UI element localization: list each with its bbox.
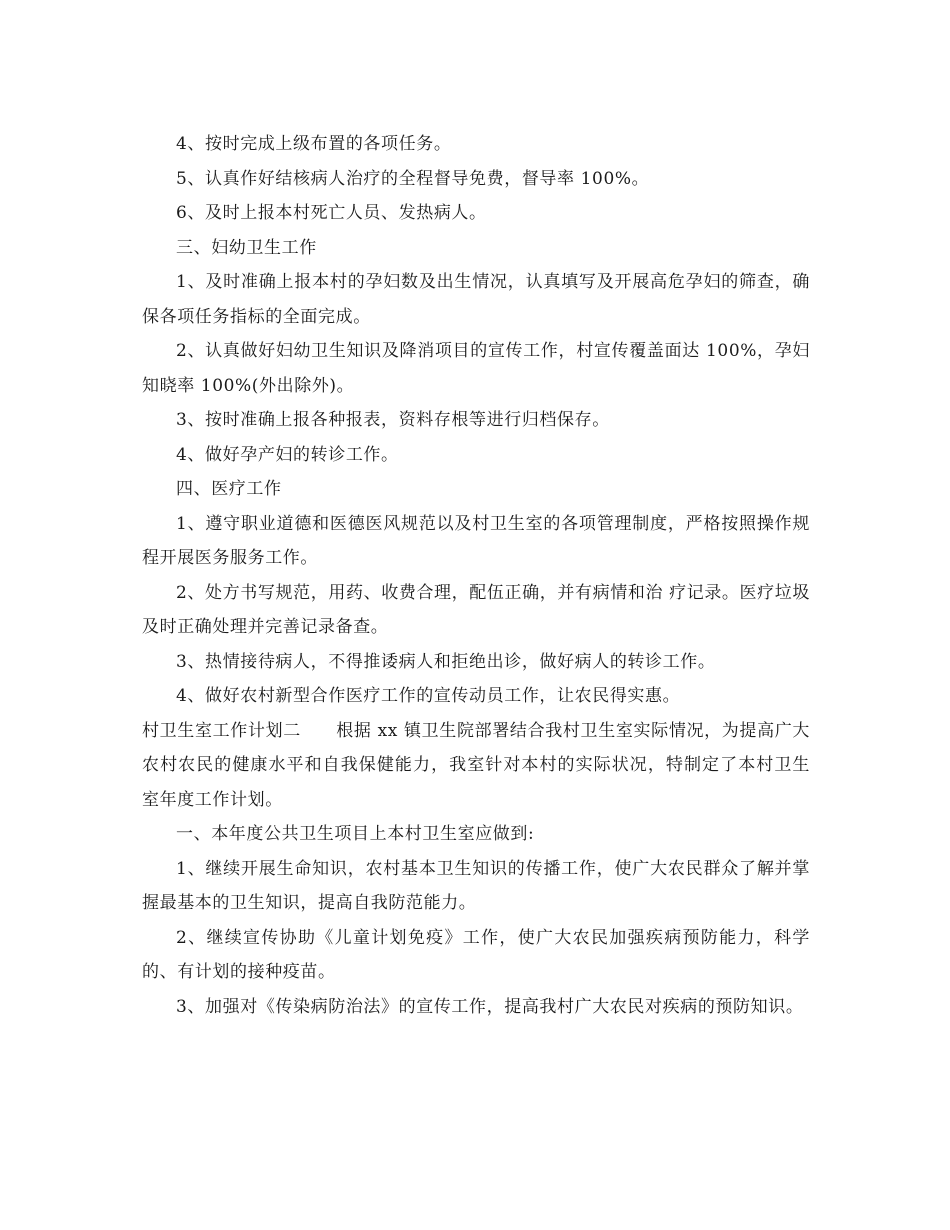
section-heading-maternal-child: 三、妇幼卫生工作 xyxy=(176,237,317,258)
paragraph-maternal-4: 4、做好孕产妇的转诊工作。 xyxy=(176,444,399,465)
document-body xyxy=(142,127,810,1024)
paragraph-maternal-1: 1、及时准确上报本村的孕妇数及出生情况，认真填写及开展高危孕妇的筛查，确保各项任务指标的全面完成。 xyxy=(142,272,810,327)
paragraph-maternal-3: 3、按时准确上报各种报表，资料存根等进行归档保存。 xyxy=(176,410,610,430)
paragraph-task-5: 5、认真作好结核病人治疗的全程督导免费，督导率 100%。 xyxy=(176,168,650,189)
section-heading-public-health: 一、本年度公共卫生项目上本村卫生室应做到: xyxy=(176,824,535,844)
paragraph-task-4: 4、按时完成上级布置的各项任务。 xyxy=(176,134,452,154)
paragraph-task-6: 6、及时上报本村死亡人员、发热病人。 xyxy=(176,203,487,223)
paragraph-maternal-2: 2、认真做好妇幼卫生知识及降消项目的宣传工作，村宣传覆盖面达 100%，孕妇知晓率 100%(外出除外)。 xyxy=(142,341,810,396)
paragraph-public-health-2: 2、继续宣传协助《儿童计划免疫》工作，使广大农民加强疾病预防能力，科学的、有计划的接种疫苗。 xyxy=(142,927,810,982)
paragraph-medical-1: 1、遵守职业道德和医德医风规范以及村卫生室的各项管理制度，严格按照操作规程开展医务服务工作。 xyxy=(142,513,810,568)
paragraph-medical-2: 2、处方书写规范，用药、收费合理，配伍正确，并有病情和治 疗记录。医疗垃圾及时正确处理并完善记录备查。 xyxy=(142,582,810,637)
section-heading-medical: 四、医疗工作 xyxy=(176,479,282,499)
paragraph-public-health-1: 1、继续开展生命知识，农村基本卫生知识的传播工作，使广大农民群众了解并掌握最基本的卫生知识，提高自我防范能力。 xyxy=(142,858,810,913)
paragraph-public-health-3: 3、加强对《传染病防治法》的宣传工作，提高我村广大农民对疾病的预防知识。 xyxy=(176,996,804,1017)
paragraph-medical-3: 3、热情接待病人，不得推诿病人和拒绝出诊，做好病人的转诊工作。 xyxy=(176,651,716,672)
paragraph-plan-two-intro: 村卫生室工作计划二 根据 xx 镇卫生院部署结合我村卫生室实际情况，为提高广大农村农民的健康水平和自我保健能力，我室针对本村的实际状况，特制定了本村卫生室年度工作计划。 xyxy=(142,720,810,810)
paragraph-medical-4: 4、做好农村新型合作医疗工作的宣传动员工作，让农民得实惠。 xyxy=(176,686,681,706)
